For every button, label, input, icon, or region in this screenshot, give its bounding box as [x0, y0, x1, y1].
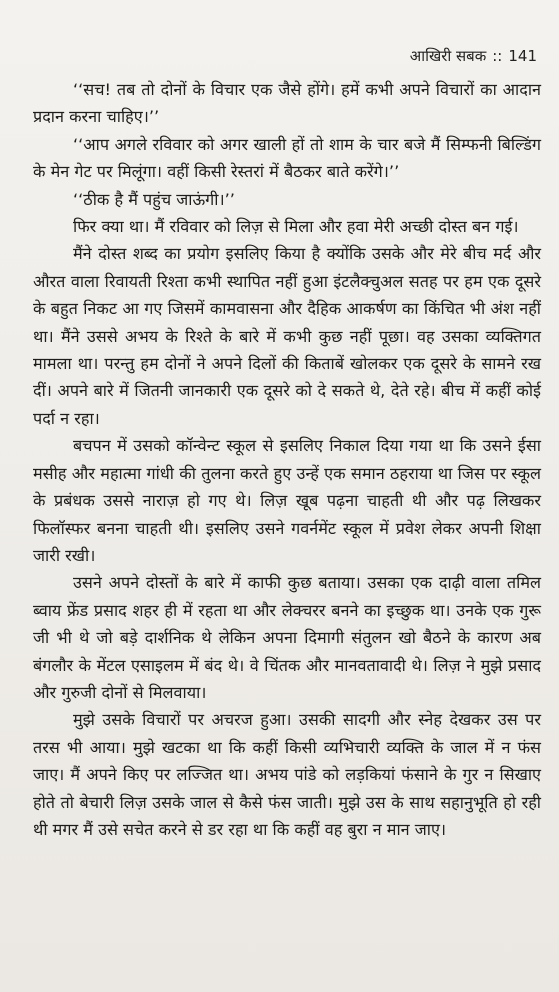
page-number: 141 [508, 47, 537, 65]
paragraph: ‘‘ठीक है मैं पहुंच जाऊंगी।’’ [73, 189, 235, 209]
paragraph: फिर क्या था। मैं रविवार को लिज़ से मिला और हवा मेरी अच्छी दोस्त बन गई। [73, 217, 519, 237]
paragraph: ‘‘आप अगले रविवार को अगर खाली हों तो शाम के चार बजे मैं सिम्फनी बिल्डिंग के मेन गेट पर मिलूंगा। वहीं किसी रेस्तरां में बैठकर बाते करेंगे।’’ [33, 134, 541, 182]
paragraph: मुझे उसके विचारों पर अचरज हुआ। उसकी सादगी और स्नेह देखकर उस पर तरस भी आया। मुझे खटका था कि कहीं किसी व्यभिचारी व्यक्ति के जाल में न फंस जाए। मैं अपने किए पर लज्जित था। अभय पांडे को लड़कियां फंसाने के गुर न सिखाए होते तो बेचारी लिज़ उसके जाल से कैसे फंस जाती। मुझे उस के साथ सहानुभूति हो रही थी मगर मैं उसे सचेत करने से डर रहा था कि कहीं वह बुरा न मान जाए। [33, 710, 541, 839]
body-text [33, 76, 541, 843]
header-separator: :: [492, 47, 503, 65]
paragraph: उसने अपने दोस्तों के बारे में काफी कुछ बताया। उसका एक दाढ़ी वाला तमिल ब्वाय फ्रेंड प्रसाद शहर ही में रहता था और लेक्चरर बनने का इच्छुक था। उनके एक गुरू जी भी थे जो बड़े दार्शनिक थे लेकिन अपना दिमागी संतुलन खो बैठने के कारण अब बंगलौर के मेंटल एसाइलम में बंद थे। वे चिंतक और मानवतावादी थे। लिज़ ने मुझे प्रसाद और गुरुजी दोनों से मिलवाया। [33, 573, 541, 702]
paragraph: बचपन में उसको कॉन्वेन्ट स्कूल से इसलिए निकाल दिया गया था कि उसने ईसा मसीह और महात्मा गांधी की तुलना करते हुए उन्हें एक समान ठहराया था जिस पर स्कूल के प्रबंधक उससे नाराज़ हो गए थे। लिज़ खूब पढ़ना चाहती थी और पढ़ लिखकर फिलॉस्फर बनना चाहती थी। इसलिए उसने गवर्नमेंट स्कूल में प्रवेश लेकर अपनी शिक्षा जारी रखी। [33, 436, 541, 565]
chapter-title: आखिरी सबक [409, 47, 487, 65]
running-header [410, 46, 537, 66]
paragraph: मैंने दोस्त शब्द का प्रयोग इसलिए किया है क्योंकि उसके और मेरे बीच मर्द और औरत वाला रिवायती रिश्ता कभी स्थापित नहीं हुआ इंटलैक्चुअल सतह पर हम एक दूसरे के बहुत निकट आ गए जिसमें कामवासना और दैहिक आकर्षण का किंचित भी अंश नहीं था। मैंने उससे अभय के रिश्ते के बारे में कभी कुछ नहीं पूछा। वह उसका व्यक्तिगत मामला था। परन्तु हम दोनों ने अपने दिलों की किताबें खोलकर एक दूसरे के सामने रख दीं। अपने बारे में जितनी जानकारी एक दूसरे को दे सकते थे, देते रहे। बीच में कहीं कोई पर्दा न रहा। [33, 244, 541, 428]
paragraph: ‘‘सच! तब तो दोनों के विचार एक जैसे होंगे। हमें कभी अपने विचारों का आदान प्रदान करना चाहिए।’’ [33, 80, 541, 127]
